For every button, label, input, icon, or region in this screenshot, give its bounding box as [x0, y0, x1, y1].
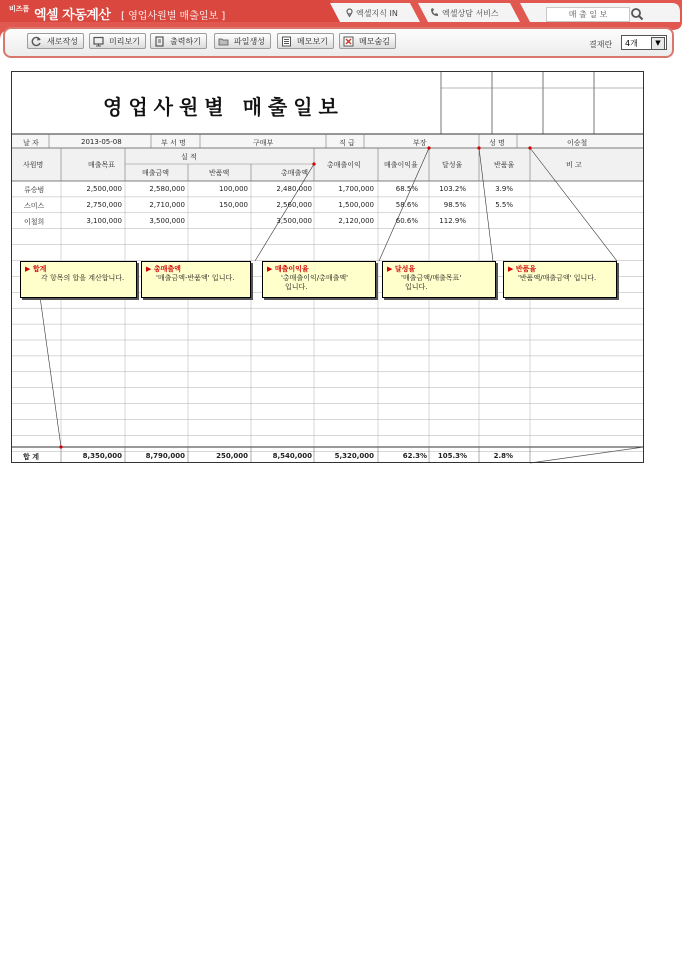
- show-memo-button[interactable]: 메모보기: [277, 33, 334, 49]
- dept-label: 부 서 명: [161, 139, 186, 147]
- name-label: 성 명: [489, 139, 505, 147]
- approval-select[interactable]: [621, 35, 667, 50]
- memo-note-achievement[interactable]: ▶ 달성율 '매출금액/매출목표' 입니다.: [382, 261, 496, 298]
- map-pin-icon: [346, 8, 353, 19]
- dept-value[interactable]: 구매부: [253, 139, 274, 147]
- monitor-icon: [93, 36, 104, 47]
- create-file-button[interactable]: 파일생성: [214, 33, 271, 49]
- date-value[interactable]: 2013-05-08: [81, 138, 122, 146]
- hide-memo-button[interactable]: 메모숨김: [339, 33, 396, 49]
- memo-icon: [281, 36, 292, 47]
- date-label: 날 자: [23, 139, 39, 147]
- header-profit-rate: 매출이익율: [384, 161, 418, 169]
- folder-icon: [218, 36, 229, 47]
- rank-label: 직 급: [339, 139, 355, 147]
- sales-report-sheet: 영업사원별 매출일보 날 자 2013-05-08 부 서 명 구매부 직 급 부장 성 명 이승철 사원명 매출목표 실 적 매출금액 반품액 총매출액 총매출이익 매출이익율 달성율 반품율 비 고 류승범 2,500,000 2,580,000 100,000 2,480,000 1,700,000 68.5% 103.2% 3.9% 스미스 2,750,000 2,710,000 150,000 2,560,000 1,500,000 58.6% 98.5% 5.5% 이철희 3,100,000 3,500,000 3,500,000 2,120,000 60.6% 112.9% 합 계 8,350,000 8,790,000 250,000 8,540,000 5,320,000 62.3% 105.3% 2.8% ▶ 합계 각 항목의 합을 계산합니다. ▶ 총매출액 '매출금액-반품액' 입니다. ▶ 매출이익율 '총매출이익/총매출액' 입니다. ▶ 달성율 '매출금액/매출목표' 입니다. ▶ 반품율 '반품액/매출금액' 입니다.: [11, 71, 644, 463]
- header-remarks: 비 고: [566, 161, 582, 169]
- approval-value: 4개: [625, 39, 638, 48]
- print-button[interactable]: 출력하기: [150, 33, 207, 49]
- header-actual: 실 적: [181, 153, 197, 161]
- search-input[interactable]: 매 출 일 보: [546, 7, 630, 22]
- totals-label: 합 계: [23, 453, 39, 461]
- header-return-rate: 반품율: [494, 161, 515, 169]
- phone-icon: [430, 8, 439, 19]
- header-target: 매출목표: [88, 161, 116, 169]
- header-achievement: 달성율: [442, 161, 463, 169]
- nav-label: 엑셀상담 서비스: [442, 8, 499, 18]
- close-box-icon: [343, 36, 354, 47]
- preview-button[interactable]: 미리보기: [89, 33, 146, 49]
- approval-label: 결재란: [589, 40, 613, 49]
- toolbar: [3, 27, 674, 58]
- header-returns: 반품액: [209, 169, 230, 177]
- brand-small: 비즈폼: [9, 5, 30, 13]
- print-icon: [154, 36, 165, 47]
- name-value[interactable]: 이승철: [567, 139, 588, 147]
- header-total-sales: 총매출액: [281, 169, 309, 177]
- rank-value[interactable]: 부장: [413, 139, 427, 147]
- document-title: [ 영업사원별 매출일보 ]: [121, 11, 226, 22]
- nav-excel-knowledge[interactable]: [346, 5, 398, 21]
- nav-excel-consulting[interactable]: [430, 5, 499, 21]
- header-gross-profit: 총매출이익: [327, 161, 361, 169]
- new-document-button[interactable]: 새로작성: [27, 33, 84, 49]
- nav-label: 엑셀지식 IN: [356, 8, 398, 18]
- search-icon[interactable]: [630, 6, 644, 20]
- memo-note-total-sales[interactable]: ▶ 총매출액 '매출금액-반품액' 입니다.: [141, 261, 251, 298]
- header-employee: 사원명: [23, 161, 44, 169]
- chevron-down-icon[interactable]: ▼: [651, 37, 665, 50]
- memo-note-total[interactable]: ▶ 합계 각 항목의 합을 계산합니다.: [20, 261, 137, 298]
- report-title: 영업사원별 매출일보: [103, 95, 344, 119]
- refresh-icon: [31, 36, 42, 47]
- brand-logo[interactable]: 엑셀 자동계산: [34, 8, 111, 23]
- header-sales-amount: 매출금액: [142, 169, 170, 177]
- memo-note-profit-rate[interactable]: ▶ 매출이익율 '총매출이익/총매출액' 입니다.: [262, 261, 376, 298]
- memo-note-return-rate[interactable]: ▶ 반품율 '반품액/매출금액' 입니다.: [503, 261, 617, 298]
